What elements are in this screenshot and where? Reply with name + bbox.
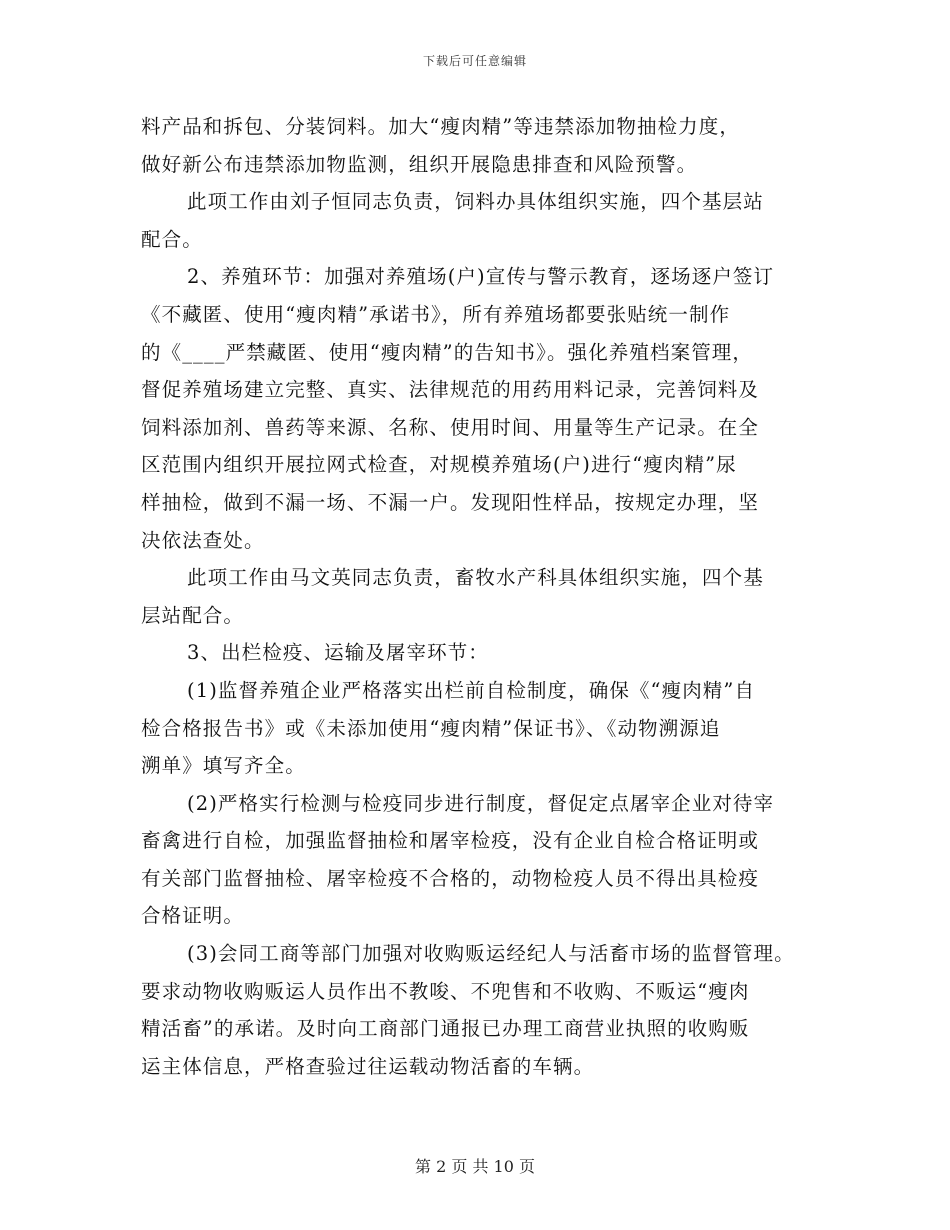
text-line: 精活畜”的承诺。及时向工商部门通报已办理工商营业执照的收购贩	[141, 1017, 750, 1041]
text-line: 有关部门监督抽检、屠宰检疫不合格的，动物检疫人员不得出具检疫	[141, 866, 760, 890]
text-line: 3、出栏检疫、运输及屠宰环节：	[187, 641, 489, 665]
text-line: 运主体信息，严格查验过往运载动物活畜的车辆。	[141, 1054, 595, 1078]
text-line: 合格证明。	[141, 904, 245, 928]
text-line: (3)会同工商等部门加强对收购贩运经纪人与活畜市场的监督管理。	[187, 942, 795, 966]
text-line: 督促养殖场建立完整、真实、法律规范的用药用料记录，完善饲料及	[141, 378, 760, 402]
text-line: 畜禽进行自检，加强监督抽检和屠宰检疫，没有企业自检合格证明或	[141, 829, 760, 853]
text-line: 配合。	[141, 227, 203, 251]
text-line: 饲料添加剂、兽药等来源、名称、使用时间、用量等生产记录。在全	[141, 415, 760, 439]
text-line: 区范围内组织开展拉网式检查，对规模养殖场(户)进行“瘦肉精”尿	[141, 453, 737, 477]
text-line: 此项工作由刘子恒同志负责，饲料办具体组织实施，四个基层站	[187, 190, 764, 214]
text-line: 《不藏匿、使用“瘦肉精”承诺书》，所有养殖场都要张贴统一制作	[141, 302, 731, 326]
text-line: 溯单》填写齐全。	[141, 754, 306, 778]
page-header: 下载后可任意编辑	[422, 54, 527, 68]
text-line: 料产品和拆包、分装饲料。加大“瘦肉精”等违禁添加物抽检力度，	[141, 115, 740, 138]
text-line: 决依法查处。	[141, 528, 265, 552]
text-line: (1)监督养殖企业严格落实出栏前自检制度，确保《“瘦肉精”自	[187, 678, 756, 702]
text-line: 层站配合。	[141, 603, 245, 627]
text-line: 检合格报告书》或《未添加使用“瘦肉精”保证书》、《动物溯源追	[141, 716, 721, 740]
text-line: 的《____严禁藏匿、使用“瘦肉精”的告知书》。强化养殖档案管理，	[141, 340, 753, 364]
text-line: 此项工作由马文英同志负责，畜牧水产科具体组织实施，四个基	[187, 566, 764, 590]
text-line: (2)严格实行检测与检疫同步进行制度，督促定点屠宰企业对待宰	[187, 791, 775, 815]
page-number: 第 2 页 共 10 页	[415, 1157, 535, 1176]
text-line: 2、养殖环节：加强对养殖场(户)宣传与警示教育，逐场逐户签订	[187, 265, 775, 289]
text-line: 样抽检，做到不漏一场、不漏一户。发现阳性样品，按规定办理，坚	[141, 490, 760, 514]
text-line: 要求动物收购贩运人员作出不教唆、不兜售和不收购、不贩运“瘦肉	[141, 979, 750, 1003]
text-line: 做好新公布违禁添加物监测，组织开展隐患排查和风险预警。	[141, 152, 698, 176]
document-body	[141, 108, 811, 1085]
